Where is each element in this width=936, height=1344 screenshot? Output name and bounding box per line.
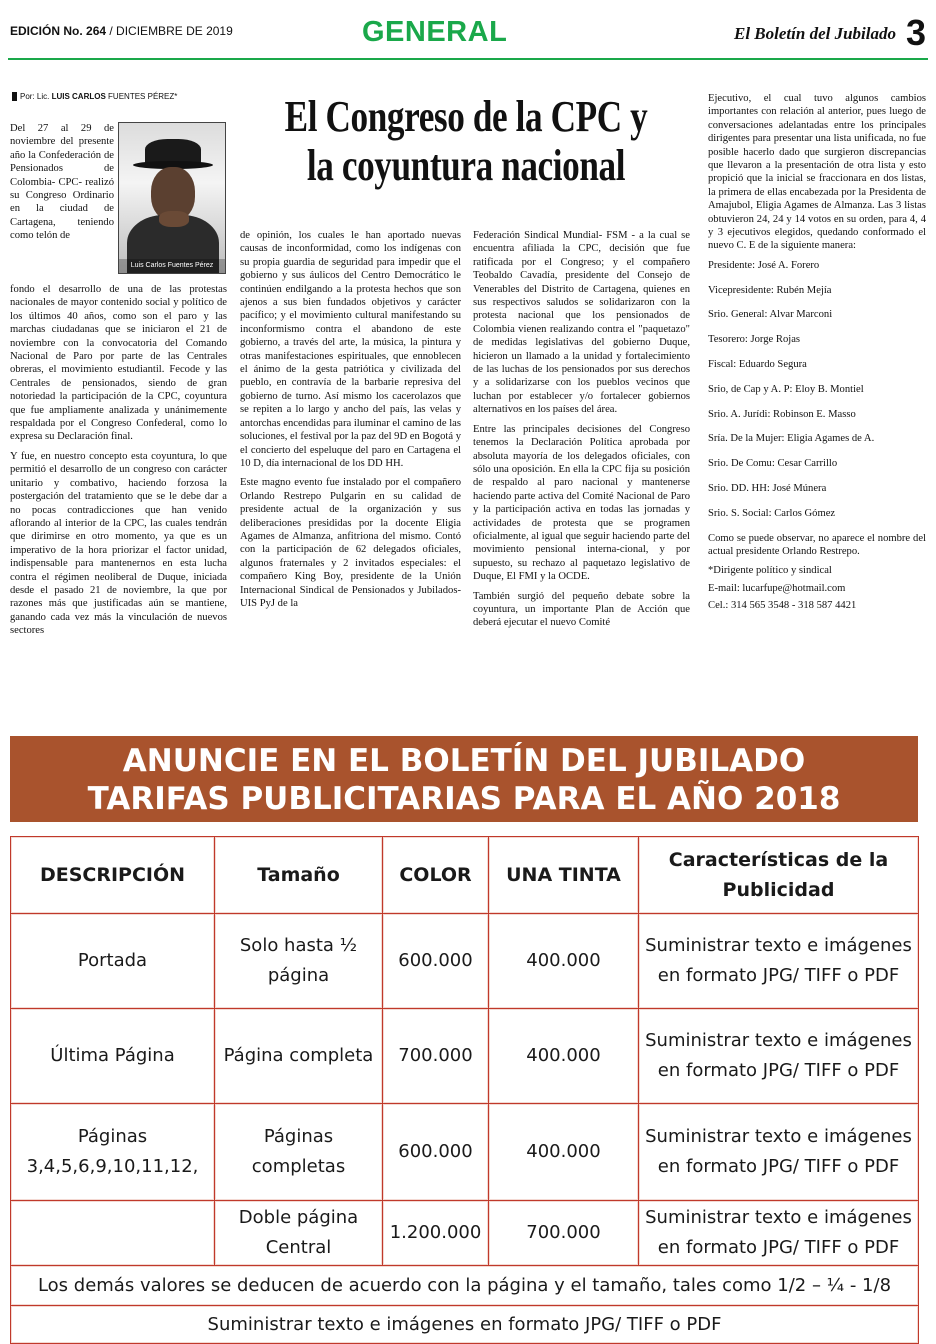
author-footnote: *Dirigente político y sindical (708, 565, 832, 577)
list-item: Srio. DD. HH: José Múnera (708, 483, 827, 495)
paragraph: Y fue, en nuestro concepto esta coyuntura, lo que permitió el desarrollo de un congreso con carácter unitario y combativo, haciendo forzosa la postergación del tratamiento que se le debe dar a no pocas contradicciones que han venido aflorando al interior de la CPC, las cuales tendrán que dirimirse en otro momento, ya que es un imperativo de la hora priorizar el factor unidad, indispensable para mantenernos en esta lucha contra el régimen neoliberal de Duque, iniciada desde el pasado 21 de noviembre, la que por razones más que justificadas aún se mantiene, ganando cada vez más la vinculación de nuevos sectores (10, 450, 227, 637)
table-cell: 400.000 (489, 1009, 639, 1104)
column-header: DESCRIPCIÓN (11, 837, 215, 914)
ad-banner-line-1: ANUNCIE EN EL BOLETÍN DEL JUBILADO (122, 743, 806, 779)
column-header: COLOR (383, 837, 489, 914)
table-row (11, 1201, 919, 1266)
paragraph: Este magno evento fue instalado por el compañero Orlando Restrepo Pulgarin en su calidad de presidente actual de la organización y sus deliberaciones presididas por la docente Eligia Agames de Almanza, anfitriona del mismo. Contó con la participación de 62 delegados oficiales, algunos fraternales y 2 invitados especiales: el compañero King Boy, presidente de la Unión Internacional Sindical de Pensionados y Jubilados- UIS PyJ de la (240, 477, 461, 609)
column-header: UNA TINTA (489, 837, 639, 914)
column-header: Características de la Publicidad (639, 837, 919, 914)
table-note-row (11, 1266, 919, 1306)
section-title: GENERAL (362, 16, 508, 48)
article-column-1 (10, 283, 227, 644)
list-item: Sría. De la Mujer: Eligia Agames de A. (708, 433, 875, 445)
list-item: Tesorero: Jorge Rojas (708, 334, 801, 346)
edition-label: EDICIÓN (10, 24, 61, 38)
edition-number: No. 264 (63, 24, 107, 38)
table-cell: Última Página (11, 1009, 215, 1104)
table-cell: Suministrar texto e imágenes en formato JPG/ TIFF o PDF (639, 1104, 919, 1201)
byline-prefix: Por: Lic. (20, 92, 50, 101)
rates-note: Los demás valores se deducen de acuerdo con la página y el tamaño, tales como 1/2 – ¼ - 1/8 (11, 1266, 919, 1306)
format-note: Suministrar texto e imágenes en formato JPG/ TIFF o PDF (11, 1306, 919, 1344)
table-cell: Páginas 3,4,5,6,9,10,11,12, (11, 1104, 215, 1201)
author-contact (708, 564, 926, 612)
photo-hand (159, 211, 189, 227)
byline (12, 92, 177, 101)
paragraph: También surgió del pequeño debate sobre la coyuntura, un importante Plan de Acción que deberá ejecutar el nuevo Comité (473, 590, 690, 629)
author-photo (118, 122, 226, 274)
header-rule (8, 58, 928, 60)
edition-date: / DICIEMBRE DE 2019 (109, 24, 233, 38)
paragraph: de opinión, los cuales le han aportado nuevas causas de inconformidad, como los indígenas con su propia guardia de seguridad para impedir que el gobierno y sus áulicos del Centro Democrático le continúen endilgando a la protesta hechos que son ajenos a sus bien fundados objetivos y carácter pacífico; y el movimiento cultural manifestando su inconformismo contra el abandono de este gobierno, a través del arte, la música, la pintura y otras manifestaciones espirituales, que ennoblecen el ánimo de la gesta patriótica y civilizada del pueblo, en contravía de la barbarie represiva del gobierno de turno. Así mismo los cacerolazos que se repiten a lo largo y ancho del país, las velas y antorchas encendidas para iluminar el camino de las soluciones, el festival por la paz del 9D en Bogotá y el concierto del espeluque del paro en Cartagena el 10 D, día internacional de los DD HH. (240, 230, 461, 469)
list-item: Srio, de Cap y A. P: Eloy B. Montiel (708, 383, 864, 395)
article-column-4 (708, 92, 926, 617)
table-cell: Página completa (215, 1009, 383, 1104)
list-item: Vicepresidente: Rubén Mejía (708, 284, 832, 296)
publication-name: El Boletín del Jubilado (734, 24, 896, 43)
list-item: Srio. General: Alvar Marconi (708, 309, 833, 321)
table-cell: 600.000 (383, 914, 489, 1009)
table-cell: Portada (11, 914, 215, 1009)
list-item: Presidente: José A. Forero (708, 259, 820, 271)
byline-name: LUIS CARLOS (51, 92, 106, 101)
table-header-row (11, 837, 919, 914)
page-number: 3 (905, 12, 926, 53)
article-column-1-top (10, 122, 114, 249)
table-cell: Suministrar texto e imágenes en formato JPG/ TIFF o PDF (639, 1201, 919, 1266)
table-cell (11, 1201, 215, 1266)
list-item: Srio. De Comu: Cesar Carrillo (708, 458, 838, 470)
paragraph: Federación Sindical Mundial- FSM - a la cual se encuentra afiliada la CPC, decisión que fue ratificada por el Congreso; y el compañero Teobaldo Cavadía, presidente del Consejo de Venerables del Distrito de Cartagena, quienes en sus respectivos saludos se solidarizaron con la protesta nacional que los pensionados de Colombia vienen realizando contra el "paquetazo" de medidas legislativas del gobierno Duque, hicieron un llamado a la unidad y fortalecimiento de las luchas de los pensionados por sus derechos y a solidarizarse con los pueblos vecinos que luchan por establecer y/o fortalecer gobiernos alternativos en los países del área. (473, 230, 690, 416)
column-header: Tamaño (215, 837, 383, 914)
table-cell: 700.000 (489, 1201, 639, 1266)
paragraph: Entre las principales decisiones del Congreso tenemos la Declaración Política aprobada por absoluta mayoría de los delegados oficiales, con sólo una oposición. En ella la CPC fija su posición de respaldo al paro nacional y mantenerse haciendo parte activa del Comité Nacional de Paro y la participación activa en todas las jornadas y actividades de protesta que se programen oficialmente, al igual que seguir haciendo parte del movimiento pensional interna-cional, y por supuesto, su rechazo al paquetazo legislativo de Duque, El FMI y la OCDE. (473, 423, 690, 583)
table-cell: 1.200.000 (383, 1201, 489, 1266)
paragraph: Como se puede observar, no aparece el nombre del actual presidente Orlando Restrepo. (708, 532, 926, 558)
table-cell: Doble página Central (215, 1201, 383, 1266)
table-cell: 400.000 (489, 914, 639, 1009)
author-phone: Cel.: 314 565 3548 - 318 587 4421 (708, 600, 857, 612)
list-item: Srio. S. Social: Carlos Gómez (708, 507, 836, 519)
edition-info (10, 24, 233, 38)
table-cell: Solo hasta ½ página (215, 914, 383, 1009)
paragraph: Del 27 al 29 de noviembre del presente año la Confederación de Pensionados de Colombia- CPC- realizó su Congreso Ordinario en la ciudad de Cartagena, teniendo como telón de (10, 123, 114, 242)
table-cell: Suministrar texto e imágenes en formato JPG/ TIFF o PDF (639, 914, 919, 1009)
table-note-row (11, 1306, 919, 1344)
table-row (11, 1009, 919, 1104)
photo-caption: Luis Carlos Fuentes Pérez (119, 259, 225, 273)
byline-surname: FUENTES PÉREZ* (108, 92, 178, 101)
article-column-3 (473, 229, 690, 636)
list-item: Srio. A. Jurídi: Robinson E. Masso (708, 408, 856, 420)
ad-banner-line-2: TARIFAS PUBLICITARIAS PARA EL AÑO 2018 (87, 781, 841, 817)
ad-rates-table (10, 836, 919, 1344)
byline-marker-icon (12, 92, 17, 101)
page-header (0, 0, 936, 64)
table-row (11, 1104, 919, 1201)
paragraph: fondo el desarrollo de una de las protestas nacionales de mayor contenido social y político de los últimos 40 años, como son el paro y las marchas ciudadanas que se iniciaron el 21 de noviembre con la convocatoria del Comando Nacional de Paro por parte de las Centrales obreras, el movimiento estudiantil. Fecode y las Centrales de pensionados, siendo de gran notoriedad la participación de la CPC, coyuntura que fue ampliamente analizada y unánimemente respaldada por el Congreso Confederal, como lo expresa su Declaración final. (10, 284, 227, 443)
table-cell: Páginas completas (215, 1104, 383, 1201)
article-column-2 (240, 229, 461, 616)
table-cell: 600.000 (383, 1104, 489, 1201)
officers-list (708, 259, 926, 520)
table-cell: 400.000 (489, 1104, 639, 1201)
list-item: Fiscal: Eduardo Segura (708, 359, 807, 371)
paragraph: Ejecutivo, el cual tuvo algunos cambios importantes con relación al anterior, pues luego de conversaciones adelantadas entre los principales dirigentes para presentar una lista unificada, no fue posible hacerlo dado que surgieron discrepancias que llevaron a la presentación de otra lista y esto propició que la inicial se fraccionara en dos listas, la primera de ellas encabezada por la Presidenta de Amajubol, Eligia Agames de Almanza. Las 3 listas obtuvieron 24, 24 y 14 votos en su orden, para 4, 4 y 3 ejecutivos elegidos, quedando conformado el nuevo C. E de la siguiente manera: (708, 93, 926, 252)
table-cell: Suministrar texto e imágenes en formato JPG/ TIFF o PDF (639, 1009, 919, 1104)
ad-banner (10, 736, 918, 822)
table-cell: 700.000 (383, 1009, 489, 1104)
article-headline: El Congreso de la CPC y la coyuntura nacional (284, 92, 648, 191)
table-row (11, 914, 919, 1009)
author-email[interactable]: E-mail: lucarfupe@hotmail.com (708, 582, 846, 594)
